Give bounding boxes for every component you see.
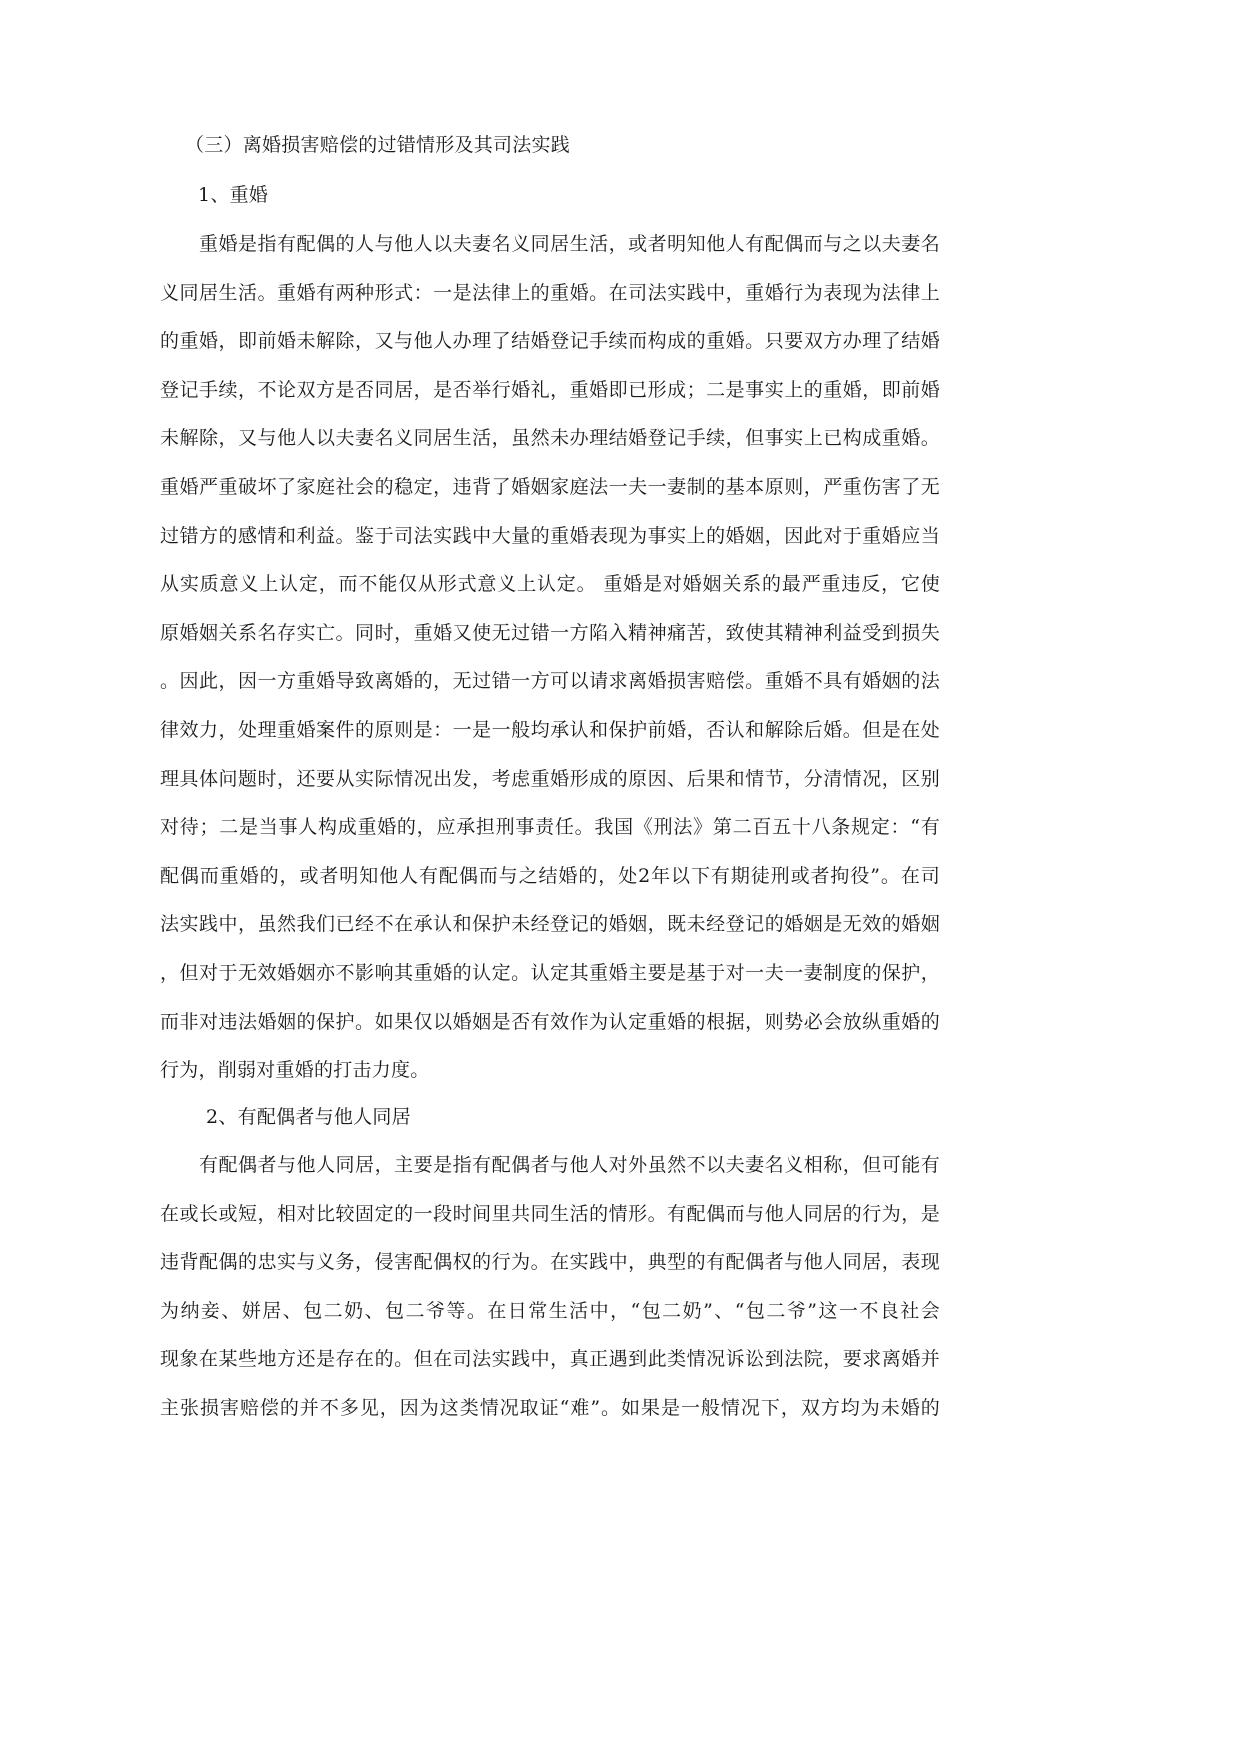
paragraph-line: 。因此，因一方重婚导致离婚的，无过错一方可以请求离婚损害赔偿。重婚不具有婚姻的法 xyxy=(160,670,940,693)
subsection-title-bigamy: 1、重婚 xyxy=(198,184,269,206)
paragraph-line: 理具体问题时，还要从实际情况出发，考虑重婚形成的原因、后果和情节，分清情况，区别 xyxy=(160,767,940,790)
paragraph-line: 对待；二是当事人构成重婚的，应承担刑事责任。我国《刑法》第二百五十八条规定：“有 xyxy=(160,816,940,839)
paragraph-line: 重婚是指有配偶的人与他人以夫妻名义同居生活，或者明知他人有配偶而与之以夫妻名 xyxy=(160,233,940,255)
paragraph-line: 律效力，处理重婚案件的原则是：一是一般均承认和保护前婚，否认和解除后婚。但是在处 xyxy=(160,719,940,741)
paragraph-line: 配偶而重婚的，或者明知他人有配偶而与之结婚的，处2年以下有期徒刑或者拘役”。在司 xyxy=(160,864,940,887)
subsection-title-cohabitation: 2、有配偶者与他人同居 xyxy=(206,1106,411,1128)
paragraph-line: 现象在某些地方还是存在的。但在司法实践中，真正遇到此类情况诉讼到法院，要求离婚并 xyxy=(160,1348,940,1371)
paragraph-line: 有配偶者与他人同居，主要是指有配偶者与他人对外虽然不以夫妻名义相称，但可能有 xyxy=(160,1154,940,1176)
paragraph-line: 未解除，又与他人以夫妻名义同居生活，虽然未办理结婚登记手续，但事实上已构成重婚。 xyxy=(160,427,940,450)
paragraph-line: 登记手续，不论双方是否同居，是否举行婚礼，重婚即已形成；二是事实上的重婚，即前婚 xyxy=(160,378,940,401)
paragraph-line: 在或长或短，相对比较固定的一段时间里共同生活的情形。有配偶而与他人同居的行为，是 xyxy=(160,1202,940,1225)
paragraph-line: 重婚严重破坏了家庭社会的稳定，违背了婚姻家庭法一夫一妻制的基本原则，严重伤害了无 xyxy=(160,476,940,498)
section-heading: （三）离婚损害赔偿的过错情形及其司法实践 xyxy=(185,134,571,156)
paragraph-line: 违背配偶的忠实与义务，侵害配偶权的行为。在实践中，典型的有配偶者与他人同居，表现 xyxy=(160,1251,940,1274)
paragraph-line: ，但对于无效婚姻亦不影响其重婚的认定。认定其重婚主要是基于对一夫一妻制度的保护， xyxy=(160,962,940,984)
paragraph-line: 主张损害赔偿的并不多见，因为这类情况取证“难”。如果是一般情况下，双方均为未婚的 xyxy=(160,1397,940,1419)
paragraph-line: 行为，削弱对重婚的打击力度。 xyxy=(160,1059,430,1082)
paragraph-line: 而非对违法婚姻的保护。如果仅以婚姻是否有效作为认定重婚的根据，则势必会放纵重婚的 xyxy=(160,1010,940,1033)
paragraph-line: 的重婚，即前婚未解除，又与他人办理了结婚登记手续而构成的重婚。只要双方办理了结婚 xyxy=(160,330,940,353)
paragraph-line: 从实质意义上认定，而不能仅从形式意义上认定。 重婚是对婚姻关系的最严重违反，它使 xyxy=(160,573,940,596)
paragraph-line: 法实践中，虽然我们已经不在承认和保护未经登记的婚姻，既未经登记的婚姻是无效的婚姻 xyxy=(160,913,940,936)
paragraph-line: 为纳妾、姘居、包二奶、包二爷等。在日常生活中，“包二奶”、“包二爷”这一不良社会 xyxy=(160,1299,940,1322)
paragraph-line: 过错方的感情和利益。鉴于司法实践中大量的重婚表现为事实上的婚姻，因此对于重婚应当 xyxy=(160,524,940,547)
paragraph-line: 原婚姻关系名存实亡。同时，重婚又使无过错一方陷入精神痛苦，致使其精神利益受到损失 xyxy=(160,621,940,644)
paragraph-line: 义同居生活。重婚有两种形式：一是法律上的重婚。在司法实践中，重婚行为表现为法律上 xyxy=(160,281,940,304)
